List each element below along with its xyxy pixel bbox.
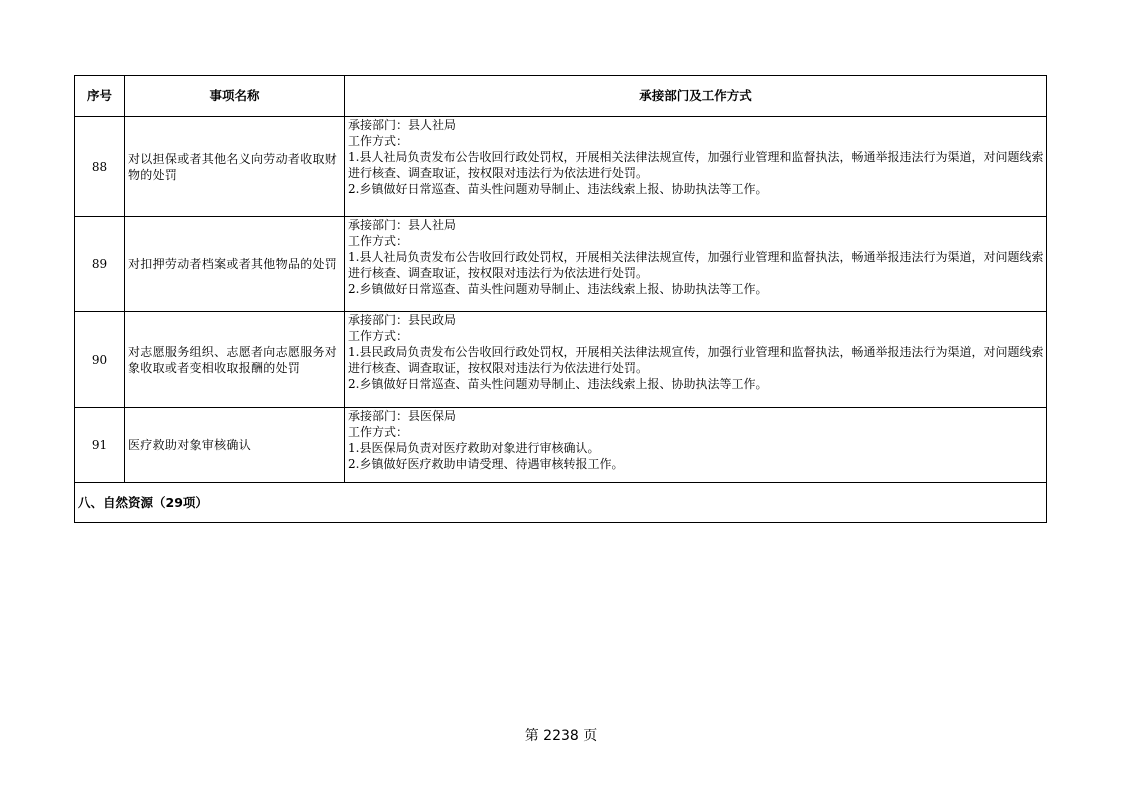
row-number: 89 [75,217,125,312]
header-dept-method: 承接部门及工作方式 [345,76,1047,117]
item-name: 医疗救助对象审核确认 [125,408,345,483]
dept-method [345,217,1047,312]
dept-line: 1.县民政局负责发布公告收回行政处罚权，开展相关法律法规宣传，加强行业管理和监督执法，畅通举报违法行为渠道，对问题线索进行核查、调查取证，按权限对违法行为依法进行处罚。 [348,345,1044,375]
table-row [75,312,1047,408]
dept-line: 1.县人社局负责发布公告收回行政处罚权，开展相关法律法规宣传，加强行业管理和监督执法，畅通举报违法行为渠道，对问题线索进行核查、调查取证，按权限对违法行为依法进行处罚。 [348,150,1044,180]
dept-line: 承接部门：县医保局 [348,409,457,423]
dept-line: 工作方式： [348,329,409,343]
dept-line: 工作方式： [348,234,409,248]
dept-line: 承接部门：县人社局 [348,218,457,232]
dept-line: 2.乡镇做好日常巡查、苗头性问题劝导制止、违法线索上报、协助执法等工作。 [348,377,768,391]
row-number: 91 [75,408,125,483]
row-number: 90 [75,312,125,408]
header-no: 序号 [75,76,125,117]
dept-line: 1.县人社局负责发布公告收回行政处罚权，开展相关法律法规宣传，加强行业管理和监督执法，畅通举报违法行为渠道，对问题线索进行核查、调查取证，按权限对违法行为依法进行处罚。 [348,250,1044,280]
dept-method [345,312,1047,408]
items-table [74,75,1047,523]
dept-line: 工作方式： [348,425,409,439]
section-title: 八、自然资源（29项） [75,483,1047,523]
item-name: 对扣押劳动者档案或者其他物品的处罚 [125,217,345,312]
table-row [75,217,1047,312]
header-item-name: 事项名称 [125,76,345,117]
section-row [75,483,1047,523]
dept-method [345,117,1047,217]
table-row [75,117,1047,217]
dept-line: 工作方式： [348,134,409,148]
table-row [75,408,1047,483]
dept-line: 2.乡镇做好日常巡查、苗头性问题劝导制止、违法线索上报、协助执法等工作。 [348,182,768,196]
dept-line: 2.乡镇做好医疗救助申请受理、待遇审核转报工作。 [348,457,624,471]
dept-method [345,408,1047,483]
dept-line: 2.乡镇做好日常巡查、苗头性问题劝导制止、违法线索上报、协助执法等工作。 [348,282,768,296]
dept-line: 承接部门：县民政局 [348,313,457,327]
page-number: 第 2238 页 [524,728,598,744]
dept-line: 1.县医保局负责对医疗救助对象进行审核确认。 [348,441,600,455]
dept-line: 承接部门：县人社局 [348,118,457,132]
table-header-row [75,76,1047,117]
row-number: 88 [75,117,125,217]
item-name: 对志愿服务组织、志愿者向志愿服务对象收取或者变相收取报酬的处罚 [125,312,345,408]
item-name: 对以担保或者其他名义向劳动者收取财物的处罚 [125,117,345,217]
